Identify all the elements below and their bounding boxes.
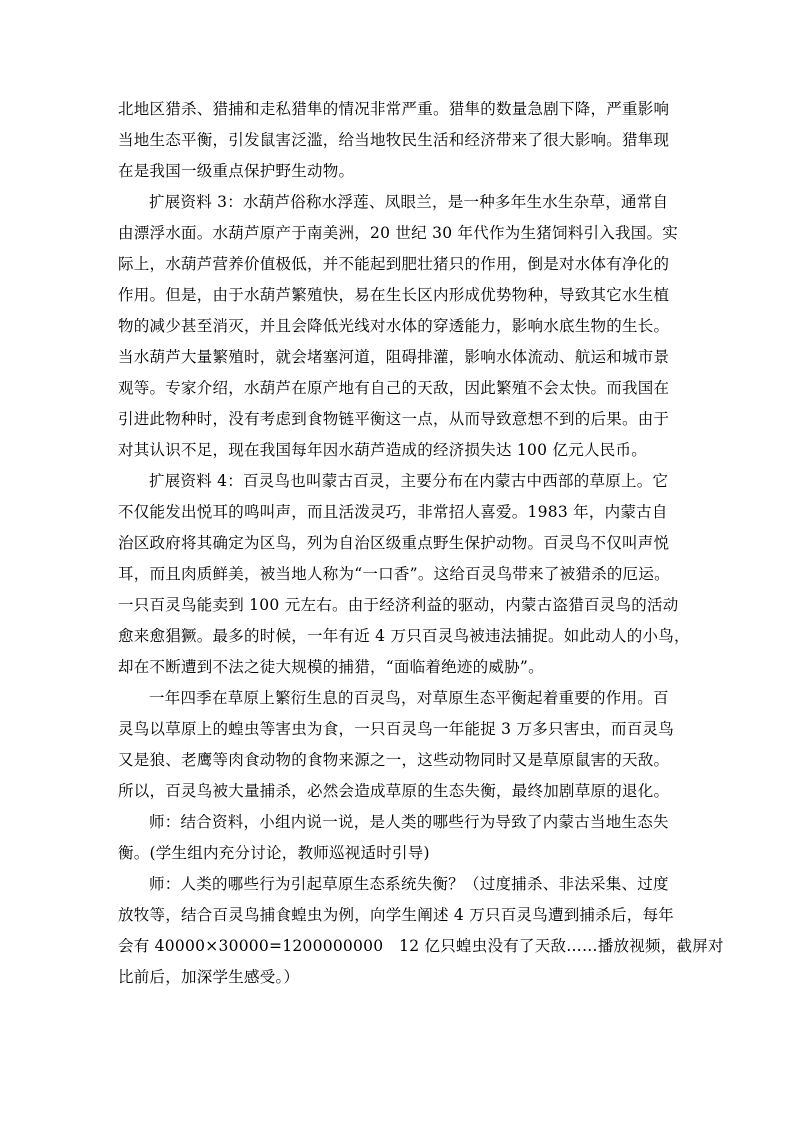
text-line: 耳，而且肉质鲜美，被当地人称为“一口香”。这给百灵鸟带来了被猎杀的厄运。 <box>118 565 670 583</box>
text-line: 当水葫芦大量繁殖时，就会堵塞河道，阻碍排灌，影响水体流动、航运和城市景 <box>118 348 670 366</box>
text-line: 衡。(学生组内充分讨论，教师巡视适时引导) <box>118 844 430 862</box>
paragraph-first-line: 师：人类的哪些行为引起草原生态系统失衡？（过度捕杀、非法采集、过度 <box>149 875 669 893</box>
text-line: 放牧等，结合百灵鸟捕食蝗虫为例，向学生阐述 4 万只百灵鸟遭到捕杀后，每年 <box>118 906 674 924</box>
text-line: 会有 40000×30000=1200000000 12 亿只蝗虫没有了天敌……播放视频，截屏对 <box>118 937 724 955</box>
text-line: 一只百灵鸟能卖到 100 元左右。由于经济利益的驱动，内蒙古盗猎百灵鸟的活动 <box>118 596 679 614</box>
text-line: 又是狼、老鹰等肉食动物的食物来源之一，这些动物同时又是草原鼠害的天敌。 <box>118 751 670 769</box>
document-body <box>118 94 724 993</box>
text-line: 却在不断遭到不法之徒大规模的捕猎，“面临着绝迹的威胁”。 <box>118 658 544 676</box>
text-line: 物的减少甚至消灭，并且会降低光线对水体的穿透能力，影响水底生物的生长。 <box>118 317 670 335</box>
paragraph-first-line: 扩展资料 3：水葫芦俗称水浮莲、凤眼兰，是一种多年生水生杂草，通常自 <box>149 193 669 211</box>
text-line: 作用。但是，由于水葫芦繁殖快，易在生长区内形成优势物种，导致其它水生植 <box>118 286 670 304</box>
text-line: 在是我国一级重点保护野生动物。 <box>118 162 355 180</box>
text-line: 由漂浮水面。水葫芦原产于南美洲，20 世纪 30 年代作为生猪饲料引入我国。实 <box>118 224 678 242</box>
text-line: 引进此物种时，没有考虑到食物链平衡这一点，从而导致意想不到的后果。由于 <box>118 410 670 428</box>
text-line: 比前后，加深学生感受。） <box>118 968 300 986</box>
text-line: 对其认识不足，现在我国每年因水葫芦造成的经济损失达 100 亿元人民币。 <box>118 441 647 459</box>
text-line: 北地区猎杀、猎捕和走私猎隼的情况非常严重。猎隼的数量急剧下降，严重影响 <box>118 100 670 118</box>
text-line: 治区政府将其确定为区鸟，列为自治区级重点野生保护动物。百灵鸟不仅叫声悦 <box>118 534 670 552</box>
text-line: 所以，百灵鸟被大量捕杀，必然会造成草原的生态失衡，最终加剧草原的退化。 <box>118 782 670 800</box>
text-line: 不仅能发出悦耳的鸣叫声，而且活泼灵巧，非常招人喜爱。1983 年，内蒙古自 <box>118 503 668 521</box>
paragraph-first-line: 一年四季在草原上繁衍生息的百灵鸟，对草原生态平衡起着重要的作用。百 <box>149 689 669 707</box>
paragraph-first-line: 扩展资料 4：百灵鸟也叫蒙古百灵，主要分布在内蒙古中西部的草原上。它 <box>149 472 669 490</box>
paragraph-first-line: 师：结合资料，小组内说一说，是人类的哪些行为导致了内蒙古当地生态失 <box>149 813 669 831</box>
text-line: 当地生态平衡，引发鼠害泛滥，给当地牧民生活和经济带来了很大影响。猎隼现 <box>118 131 670 149</box>
text-line: 际上，水葫芦营养价值极低，并不能起到肥壮猪只的作用，倒是对水体有净化的 <box>118 255 670 273</box>
text-line: 愈来愈猖獗。最多的时候，一年有近 4 万只百灵鸟被违法捕捉。如此动人的小鸟， <box>118 627 690 645</box>
text-line: 灵鸟以草原上的蝗虫等害虫为食，一只百灵鸟一年能捉 3 万多只害虫，而百灵鸟 <box>118 720 674 738</box>
text-line: 观等。专家介绍，水葫芦在原产地有自己的天敌，因此繁殖不会太快。而我国在 <box>118 379 670 397</box>
